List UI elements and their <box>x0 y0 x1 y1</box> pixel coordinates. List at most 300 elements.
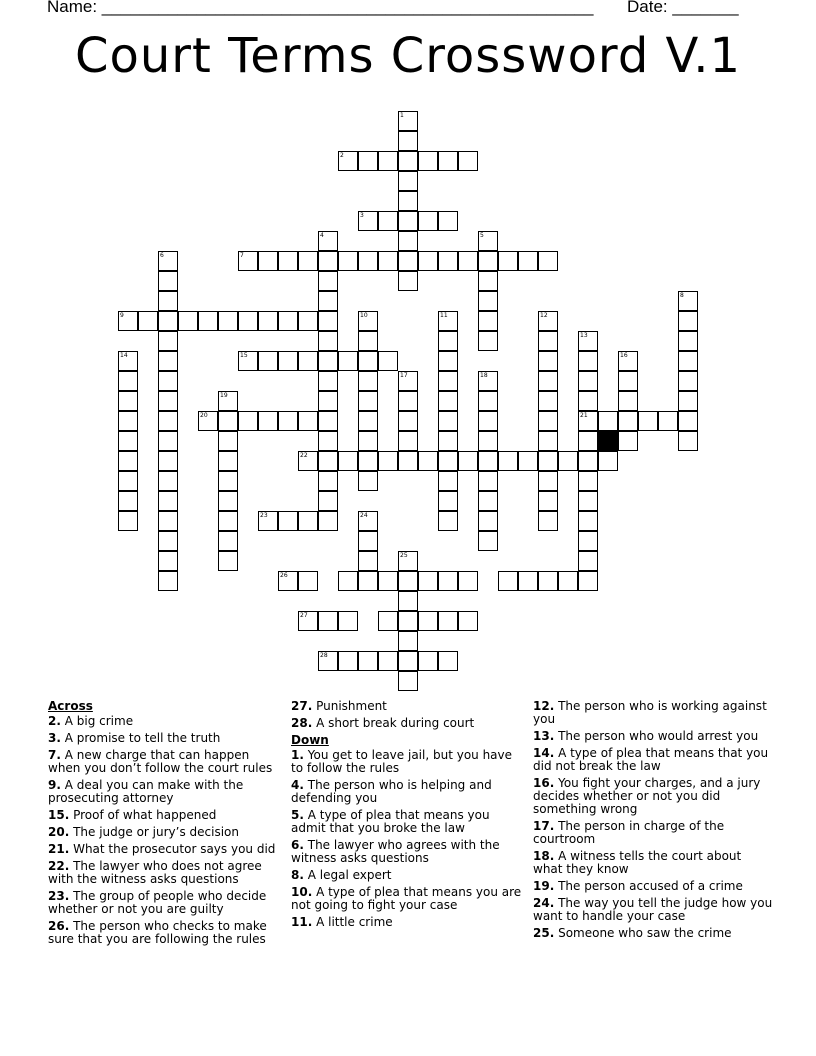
grid-cell[interactable] <box>358 651 378 671</box>
grid-cell[interactable] <box>478 271 498 291</box>
grid-cell[interactable] <box>298 311 318 331</box>
cell-number: 5 <box>480 232 484 239</box>
clues-column-1 <box>48 700 284 950</box>
grid-cell[interactable] <box>158 471 178 491</box>
grid-cell-4[interactable] <box>318 231 338 251</box>
grid-cell[interactable] <box>138 311 158 331</box>
grid-cell[interactable] <box>118 411 138 431</box>
grid-cell[interactable] <box>418 251 438 271</box>
grid-cell[interactable] <box>158 491 178 511</box>
grid-cell[interactable] <box>538 331 558 351</box>
grid-cell[interactable] <box>158 331 178 351</box>
grid-cell[interactable] <box>578 431 598 451</box>
grid-cell[interactable] <box>418 151 438 171</box>
grid-cell[interactable] <box>538 411 558 431</box>
clue-number: 1. <box>291 748 304 762</box>
grid-cell[interactable] <box>278 511 298 531</box>
grid-cell[interactable] <box>538 491 558 511</box>
grid-cell[interactable] <box>578 571 598 591</box>
grid-cell[interactable] <box>358 451 378 471</box>
grid-cell[interactable] <box>418 571 438 591</box>
grid-cell[interactable] <box>158 511 178 531</box>
grid-cell[interactable] <box>358 571 378 591</box>
grid-cell[interactable] <box>318 251 338 271</box>
grid-cell[interactable] <box>558 571 578 591</box>
grid-cell-16[interactable] <box>618 351 638 371</box>
clue-text: The judge or jury’s decision <box>69 825 239 839</box>
grid-cell[interactable] <box>358 371 378 391</box>
grid-cell[interactable] <box>578 371 598 391</box>
clue-text: The group of people who decide whether or not you are guilty <box>48 889 267 916</box>
grid-cell[interactable] <box>438 511 458 531</box>
grid-cell[interactable] <box>278 311 298 331</box>
grid-cell[interactable] <box>218 551 238 571</box>
clue-number: 4. <box>291 778 304 792</box>
grid-cell[interactable] <box>458 451 478 471</box>
clue-number: 17. <box>533 819 555 833</box>
clue-item <box>48 860 284 886</box>
grid-cell[interactable] <box>678 331 698 351</box>
grid-cell[interactable] <box>398 611 418 631</box>
date-field: Date: _______ <box>627 0 739 16</box>
grid-cell[interactable] <box>538 451 558 471</box>
grid-cell[interactable] <box>478 451 498 471</box>
clue-text: The person who checks to make sure that you are following the rules <box>48 919 267 946</box>
clue-text: A type of plea that means you are not going to fight your case <box>291 885 522 912</box>
grid-cell[interactable] <box>678 391 698 411</box>
clue-number: 14. <box>533 746 555 760</box>
grid-cell-19[interactable] <box>218 391 238 411</box>
grid-cell[interactable] <box>318 491 338 511</box>
clue-text: The person who is working against you <box>533 699 767 726</box>
grid-cell[interactable] <box>178 311 198 331</box>
grid-cell-26[interactable] <box>278 571 298 591</box>
clue-number: 16. <box>533 776 555 790</box>
cell-number: 2 <box>340 152 344 159</box>
grid-cell[interactable] <box>318 311 338 331</box>
grid-cell[interactable] <box>338 251 358 271</box>
grid-cell[interactable] <box>198 311 218 331</box>
grid-cell[interactable] <box>398 411 418 431</box>
grid-cell-27[interactable] <box>298 611 318 631</box>
grid-cell[interactable] <box>318 291 338 311</box>
grid-cell[interactable] <box>338 651 358 671</box>
grid-cell[interactable] <box>298 411 318 431</box>
grid-cell[interactable] <box>318 391 338 411</box>
cell-number: 19 <box>220 392 228 399</box>
grid-cell[interactable] <box>678 351 698 371</box>
grid-cell[interactable] <box>318 451 338 471</box>
grid-cell[interactable] <box>358 471 378 491</box>
cell-number: 13 <box>580 332 588 339</box>
grid-cell[interactable] <box>398 151 418 171</box>
clue-text: The person who would arrest you <box>554 729 759 743</box>
grid-cell[interactable] <box>338 451 358 471</box>
grid-cell[interactable] <box>578 531 598 551</box>
grid-cell[interactable] <box>218 311 238 331</box>
grid-cell[interactable] <box>538 431 558 451</box>
grid-cell[interactable] <box>578 471 598 491</box>
cell-number: 1 <box>400 112 404 119</box>
grid-cell[interactable] <box>318 471 338 491</box>
grid-cell[interactable] <box>498 451 518 471</box>
clue-text: What the prosecutor says you did <box>69 842 276 856</box>
grid-cell-13[interactable] <box>578 331 598 351</box>
grid-cell[interactable] <box>218 531 238 551</box>
grid-cell[interactable] <box>438 351 458 371</box>
clue-number: 8. <box>291 868 304 882</box>
down-clue-list <box>291 749 527 929</box>
grid-cell[interactable] <box>338 571 358 591</box>
grid-cell[interactable] <box>218 511 238 531</box>
across-clue-list-continued <box>291 700 527 730</box>
grid-cell[interactable] <box>618 371 638 391</box>
grid-cell[interactable] <box>478 471 498 491</box>
clue-item <box>48 732 284 745</box>
grid-cell[interactable] <box>578 551 598 571</box>
grid-cell[interactable] <box>358 431 378 451</box>
grid-cell[interactable] <box>158 391 178 411</box>
grid-cell[interactable] <box>398 631 418 651</box>
grid-cell[interactable] <box>538 351 558 371</box>
grid-cell[interactable] <box>118 471 138 491</box>
clue-text: A short break during court <box>312 716 475 730</box>
grid-cell[interactable] <box>618 411 638 431</box>
grid-cell[interactable] <box>478 411 498 431</box>
grid-cell-22[interactable] <box>298 451 318 471</box>
clue-item <box>48 920 284 946</box>
grid-cell-25[interactable] <box>398 551 418 571</box>
cell-number: 26 <box>280 572 288 579</box>
grid-cell[interactable] <box>218 451 238 471</box>
across-heading: Across <box>48 699 93 713</box>
clue-item <box>48 809 284 822</box>
clue-text: The lawyer who agrees with the witness asks questions <box>291 838 500 865</box>
grid-cell[interactable] <box>438 491 458 511</box>
grid-cell[interactable] <box>398 451 418 471</box>
grid-cell[interactable] <box>498 251 518 271</box>
grid-cell-6[interactable] <box>158 251 178 271</box>
grid-cell[interactable] <box>438 391 458 411</box>
grid-cell[interactable] <box>158 551 178 571</box>
grid-cell-11[interactable] <box>438 311 458 331</box>
grid-cell[interactable] <box>438 451 458 471</box>
grid-cell[interactable] <box>478 291 498 311</box>
grid-cell[interactable] <box>218 491 238 511</box>
grid-cell[interactable] <box>518 251 538 271</box>
grid-cell[interactable] <box>558 451 578 471</box>
grid-cell[interactable] <box>378 151 398 171</box>
grid-cell[interactable] <box>618 431 638 451</box>
grid-cell[interactable] <box>438 251 458 271</box>
grid-cell[interactable] <box>358 551 378 571</box>
grid-cell[interactable] <box>438 651 458 671</box>
clue-number: 24. <box>533 896 555 910</box>
grid-cell-21[interactable] <box>578 411 598 431</box>
grid-cell[interactable] <box>398 651 418 671</box>
grid-cell[interactable] <box>638 411 658 431</box>
grid-cell[interactable] <box>538 471 558 491</box>
grid-cell[interactable] <box>358 251 378 271</box>
grid-cell[interactable] <box>578 491 598 511</box>
grid-cell[interactable] <box>398 431 418 451</box>
cell-number: 11 <box>440 312 448 319</box>
grid-cell[interactable] <box>298 571 318 591</box>
grid-cell[interactable] <box>538 391 558 411</box>
cell-number: 6 <box>160 252 164 259</box>
clue-number: 5. <box>291 808 304 822</box>
grid-cell[interactable] <box>598 451 618 471</box>
grid-cell[interactable] <box>118 491 138 511</box>
clue-item <box>533 700 773 726</box>
grid-cell[interactable] <box>458 151 478 171</box>
grid-cell[interactable] <box>578 511 598 531</box>
grid-cell[interactable] <box>578 451 598 471</box>
clue-item <box>48 826 284 839</box>
grid-cell-24[interactable] <box>358 511 378 531</box>
grid-cell[interactable] <box>398 391 418 411</box>
grid-cell[interactable] <box>478 311 498 331</box>
grid-cell[interactable] <box>498 571 518 591</box>
grid-cell[interactable] <box>318 331 338 351</box>
grid-cell[interactable] <box>418 211 438 231</box>
clue-item <box>48 749 284 775</box>
clue-item <box>291 916 527 929</box>
cell-number: 8 <box>680 292 684 299</box>
grid-cell[interactable] <box>278 351 298 371</box>
clue-item <box>48 715 284 728</box>
grid-cell-23[interactable] <box>258 511 278 531</box>
grid-cell[interactable] <box>438 371 458 391</box>
grid-cell[interactable] <box>578 391 598 411</box>
clue-number: 3. <box>48 731 61 745</box>
grid-cell[interactable] <box>358 411 378 431</box>
grid-cell[interactable] <box>518 571 538 591</box>
clue-text: A promise to tell the truth <box>60 731 221 745</box>
clue-text: A big crime <box>60 714 134 728</box>
grid-cell[interactable] <box>658 411 678 431</box>
grid-cell-17[interactable] <box>398 371 418 391</box>
grid-cell-10[interactable] <box>358 311 378 331</box>
grid-cell-1[interactable] <box>398 111 418 131</box>
clue-text: Someone who saw the crime <box>554 926 732 940</box>
grid-cell[interactable] <box>478 511 498 531</box>
grid-cell[interactable] <box>378 451 398 471</box>
cell-number: 18 <box>480 372 488 379</box>
clue-number: 9. <box>48 778 61 792</box>
grid-cell[interactable] <box>438 151 458 171</box>
grid-cell-7[interactable] <box>238 251 258 271</box>
clue-number: 11. <box>291 915 313 929</box>
grid-cell[interactable] <box>478 331 498 351</box>
clue-number: 22. <box>48 859 70 873</box>
grid-cell[interactable] <box>318 271 338 291</box>
grid-cell-15[interactable] <box>238 351 258 371</box>
grid-cell[interactable] <box>298 511 318 531</box>
grid-cell[interactable] <box>318 431 338 451</box>
grid-cell[interactable] <box>438 331 458 351</box>
cell-number: 9 <box>120 312 124 319</box>
grid-cell-5[interactable] <box>478 231 498 251</box>
clue-text: You get to leave jail, but you have to follow the rules <box>291 748 513 775</box>
grid-cell-8[interactable] <box>678 291 698 311</box>
cell-number: 25 <box>400 552 408 559</box>
grid-cell[interactable] <box>158 531 178 551</box>
grid-cell[interactable] <box>398 171 418 191</box>
grid-cell[interactable] <box>438 411 458 431</box>
clue-text: The person in charge of the courtroom <box>533 819 725 846</box>
grid-cell[interactable] <box>438 431 458 451</box>
grid-cell[interactable] <box>678 411 698 431</box>
grid-cell[interactable] <box>358 531 378 551</box>
grid-cell[interactable] <box>118 431 138 451</box>
clues-column-2 <box>291 700 527 933</box>
grid-cell-9[interactable] <box>118 311 138 331</box>
grid-cell[interactable] <box>398 131 418 151</box>
grid-cell[interactable] <box>378 611 398 631</box>
grid-cell-3[interactable] <box>358 211 378 231</box>
clue-number: 19. <box>533 879 555 893</box>
grid-cell[interactable] <box>338 351 358 371</box>
grid-cell[interactable] <box>318 411 338 431</box>
grid-cell[interactable] <box>578 351 598 371</box>
grid-cell[interactable] <box>218 431 238 451</box>
grid-cell[interactable] <box>158 291 178 311</box>
grid-cell[interactable] <box>278 411 298 431</box>
grid-cell[interactable] <box>318 351 338 371</box>
grid-cell[interactable] <box>418 611 438 631</box>
grid-cell[interactable] <box>398 251 418 271</box>
grid-cell[interactable] <box>378 211 398 231</box>
grid-cell[interactable] <box>258 251 278 271</box>
grid-cell[interactable] <box>378 651 398 671</box>
grid-cell[interactable] <box>438 611 458 631</box>
clue-text: The lawyer who does not agree with the witness asks questions <box>48 859 262 886</box>
clue-item <box>291 700 527 713</box>
grid-cell[interactable] <box>258 411 278 431</box>
grid-cell[interactable] <box>458 611 478 631</box>
grid-cell[interactable] <box>118 511 138 531</box>
grid-cell[interactable] <box>218 411 238 431</box>
grid-cell[interactable] <box>598 411 618 431</box>
cell-number: 22 <box>300 452 308 459</box>
grid-cell[interactable] <box>238 311 258 331</box>
grid-cell[interactable] <box>158 451 178 471</box>
grid-cell[interactable] <box>158 371 178 391</box>
down-heading: Down <box>291 733 329 747</box>
cell-number: 4 <box>320 232 324 239</box>
grid-cell[interactable] <box>398 271 418 291</box>
grid-cell[interactable] <box>478 431 498 451</box>
clue-item <box>291 749 527 775</box>
grid-cell[interactable] <box>158 271 178 291</box>
grid-cell[interactable] <box>378 351 398 371</box>
grid-cell[interactable] <box>538 571 558 591</box>
grid-cell[interactable] <box>158 431 178 451</box>
grid-cell-14[interactable] <box>118 351 138 371</box>
clue-number: 6. <box>291 838 304 852</box>
grid-cell[interactable] <box>478 531 498 551</box>
grid-cell-28[interactable] <box>318 651 338 671</box>
grid-cell[interactable] <box>158 411 178 431</box>
grid-cell-20[interactable] <box>198 411 218 431</box>
grid-cell[interactable] <box>398 571 418 591</box>
grid-cell[interactable] <box>158 571 178 591</box>
grid-cell[interactable] <box>258 351 278 371</box>
grid-cell[interactable] <box>338 611 358 631</box>
grid-cell[interactable] <box>438 571 458 591</box>
grid-cell <box>598 431 618 451</box>
clue-item <box>291 839 527 865</box>
grid-cell[interactable] <box>398 591 418 611</box>
clue-text: A little crime <box>312 915 393 929</box>
grid-cell[interactable] <box>478 251 498 271</box>
cell-number: 7 <box>240 252 244 259</box>
grid-cell[interactable] <box>118 371 138 391</box>
clue-text: A deal you can make with the prosecuting attorney <box>48 778 244 805</box>
grid-cell-2[interactable] <box>338 151 358 171</box>
grid-cell[interactable] <box>398 211 418 231</box>
grid-cell[interactable] <box>378 571 398 591</box>
grid-cell[interactable] <box>238 411 258 431</box>
grid-cell[interactable] <box>458 571 478 591</box>
grid-cell[interactable] <box>318 371 338 391</box>
clue-number: 2. <box>48 714 61 728</box>
grid-cell[interactable] <box>258 311 278 331</box>
grid-cell[interactable] <box>438 471 458 491</box>
grid-cell[interactable] <box>358 151 378 171</box>
grid-cell[interactable] <box>518 451 538 471</box>
grid-cell[interactable] <box>618 391 638 411</box>
clues-column-3 <box>533 700 773 944</box>
grid-cell[interactable] <box>438 211 458 231</box>
grid-cell[interactable] <box>118 451 138 471</box>
grid-cell[interactable] <box>678 311 698 331</box>
grid-cell[interactable] <box>118 391 138 411</box>
clue-item <box>291 717 527 730</box>
grid-cell[interactable] <box>478 391 498 411</box>
grid-cell[interactable] <box>398 191 418 211</box>
grid-cell[interactable] <box>298 251 318 271</box>
grid-cell[interactable] <box>358 331 378 351</box>
grid-cell[interactable] <box>318 611 338 631</box>
grid-cell[interactable] <box>538 251 558 271</box>
grid-cell[interactable] <box>478 491 498 511</box>
grid-cell[interactable] <box>298 351 318 371</box>
grid-cell[interactable] <box>538 371 558 391</box>
grid-cell[interactable] <box>418 651 438 671</box>
grid-cell[interactable] <box>398 231 418 251</box>
grid-cell[interactable] <box>678 431 698 451</box>
cell-number: 27 <box>300 612 308 619</box>
grid-cell-18[interactable] <box>478 371 498 391</box>
grid-cell[interactable] <box>358 351 378 371</box>
grid-cell[interactable] <box>318 511 338 531</box>
grid-cell[interactable] <box>358 391 378 411</box>
grid-cell[interactable] <box>278 251 298 271</box>
grid-cell[interactable] <box>458 251 478 271</box>
grid-cell[interactable] <box>378 251 398 271</box>
grid-cell-12[interactable] <box>538 311 558 331</box>
grid-cell[interactable] <box>158 311 178 331</box>
grid-cell[interactable] <box>418 451 438 471</box>
grid-cell[interactable] <box>538 511 558 531</box>
grid-cell[interactable] <box>678 371 698 391</box>
grid-cell[interactable] <box>218 471 238 491</box>
grid-cell[interactable] <box>158 351 178 371</box>
grid-cell[interactable] <box>398 671 418 691</box>
clue-item <box>533 730 773 743</box>
